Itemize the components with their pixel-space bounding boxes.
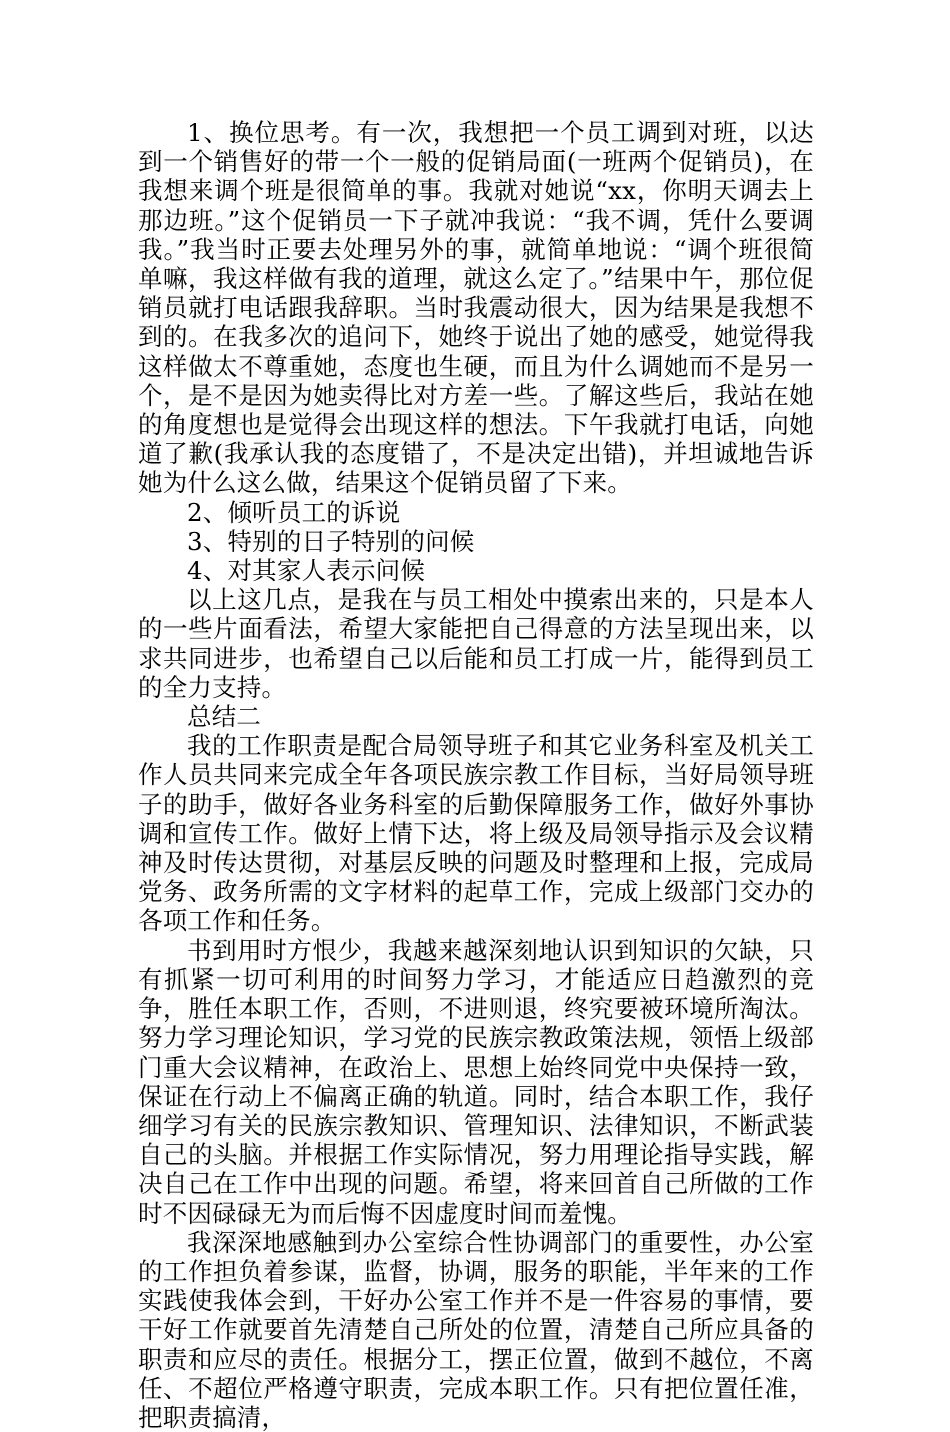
document-page: [138, 118, 814, 1432]
paragraph-learning: 书到用时方恨少，我越来越深刻地认识到知识的欠缺，只有抓紧一切可利用的时间努力学习，才能适应日趋激烈的竞争，胜任本职工作，否则，不进则退，终究要被环境所淘汰。努力学习理论知识，学习党的民族宗教政策法规，领悟上级部门重大会议精神，在政治上、思想上始终同党中央保持一致，保证在行动上不偏离正确的轨道。同时，结合本职工作，我仔细学习有关的民族宗教知识、管理知识、法律知识，不断武装自己的头脑。并根据工作实际情况，努力用理论指导实践，解决自己在工作中出现的问题。希望，将来回首自己所做的工作时不因碌碌无为而后悔不因虚度时间而羞愧。: [138, 935, 814, 1228]
paragraph-listen-to-staff: 2、倾听员工的诉说: [187, 497, 401, 527]
paragraph-transposition-thinking: 1、换位思考。有一次，我想把一个员工调到对班，以达到一个销售好的带一个一般的促销局面(一班两个促销员)，在我想来调个班是很简单的事。我就对她说“xx，你明天调去上那边班。”这个促销员一下子就冲我说：“我不调，凭什么要调我。”我当时正要去处理另外的事，就简单地说：“调个班很简单嘛，我这样做有我的道理，就这么定了。”结果中午，那位促销员就打电话跟我辞职。当时我震动很大，因为结果是我想不到的。在我多次的追问下，她终于说出了她的感受，她觉得我这样做太不尊重她，态度也生硬，而且为什么调她而不是另一个，是不是因为她卖得比对方差一些。了解这些后，我站在她的角度想也是觉得会出现这样的想法。下午我就打电话，向她道了歉(我承认我的态度错了，不是决定出错)，并坦诚地告诉她为什么这么做，结果这个促销员留了下来。: [138, 118, 814, 498]
section-heading-summary-two: 总结二: [187, 702, 262, 732]
paragraph-job-duties: 我的工作职责是配合局领导班子和其它业务科室及机关工作人员共同来完成全年各项民族宗教工作目标，当好局领导班子的助手，做好各业务科室的后勤保障服务工作，做好外事协调和宣传工作。做好上情下达，将上级及局领导指示及会议精神及时传达贯彻，对基层反映的问题及时整理和上报，完成局党务、政务所需的文字材料的起草工作，完成上级部门交办的各项工作和任务。: [138, 731, 814, 936]
paragraph-closing-remarks: 以上这几点，是我在与员工相处中摸索出来的，只是本人的一些片面看法，希望大家能把自己得意的方法呈现出来，以求共同进步，也希望自己以后能和员工打成一片，能得到员工的全力支持。: [138, 585, 814, 702]
paragraph-special-day-greetings: 3、特别的日子特别的问候: [187, 526, 475, 556]
paragraph-office-role: 我深深地感触到办公室综合性协调部门的重要性，办公室的工作担负着参谋，监督，协调，服务的职能，半年来的工作实践使我体会到，干好办公室工作并不是一件容易的事情，要干好工作就要首先清楚自己所处的位置，清楚自己所应具备的职责和应尽的责任。根据分工，摆正位置，做到不越位，不离任、不超位严格遵守职责，完成本职工作。只有把位置任准，把职责搞清，: [138, 1227, 814, 1432]
paragraph-family-greetings: 4、对其家人表示问候: [187, 556, 426, 586]
